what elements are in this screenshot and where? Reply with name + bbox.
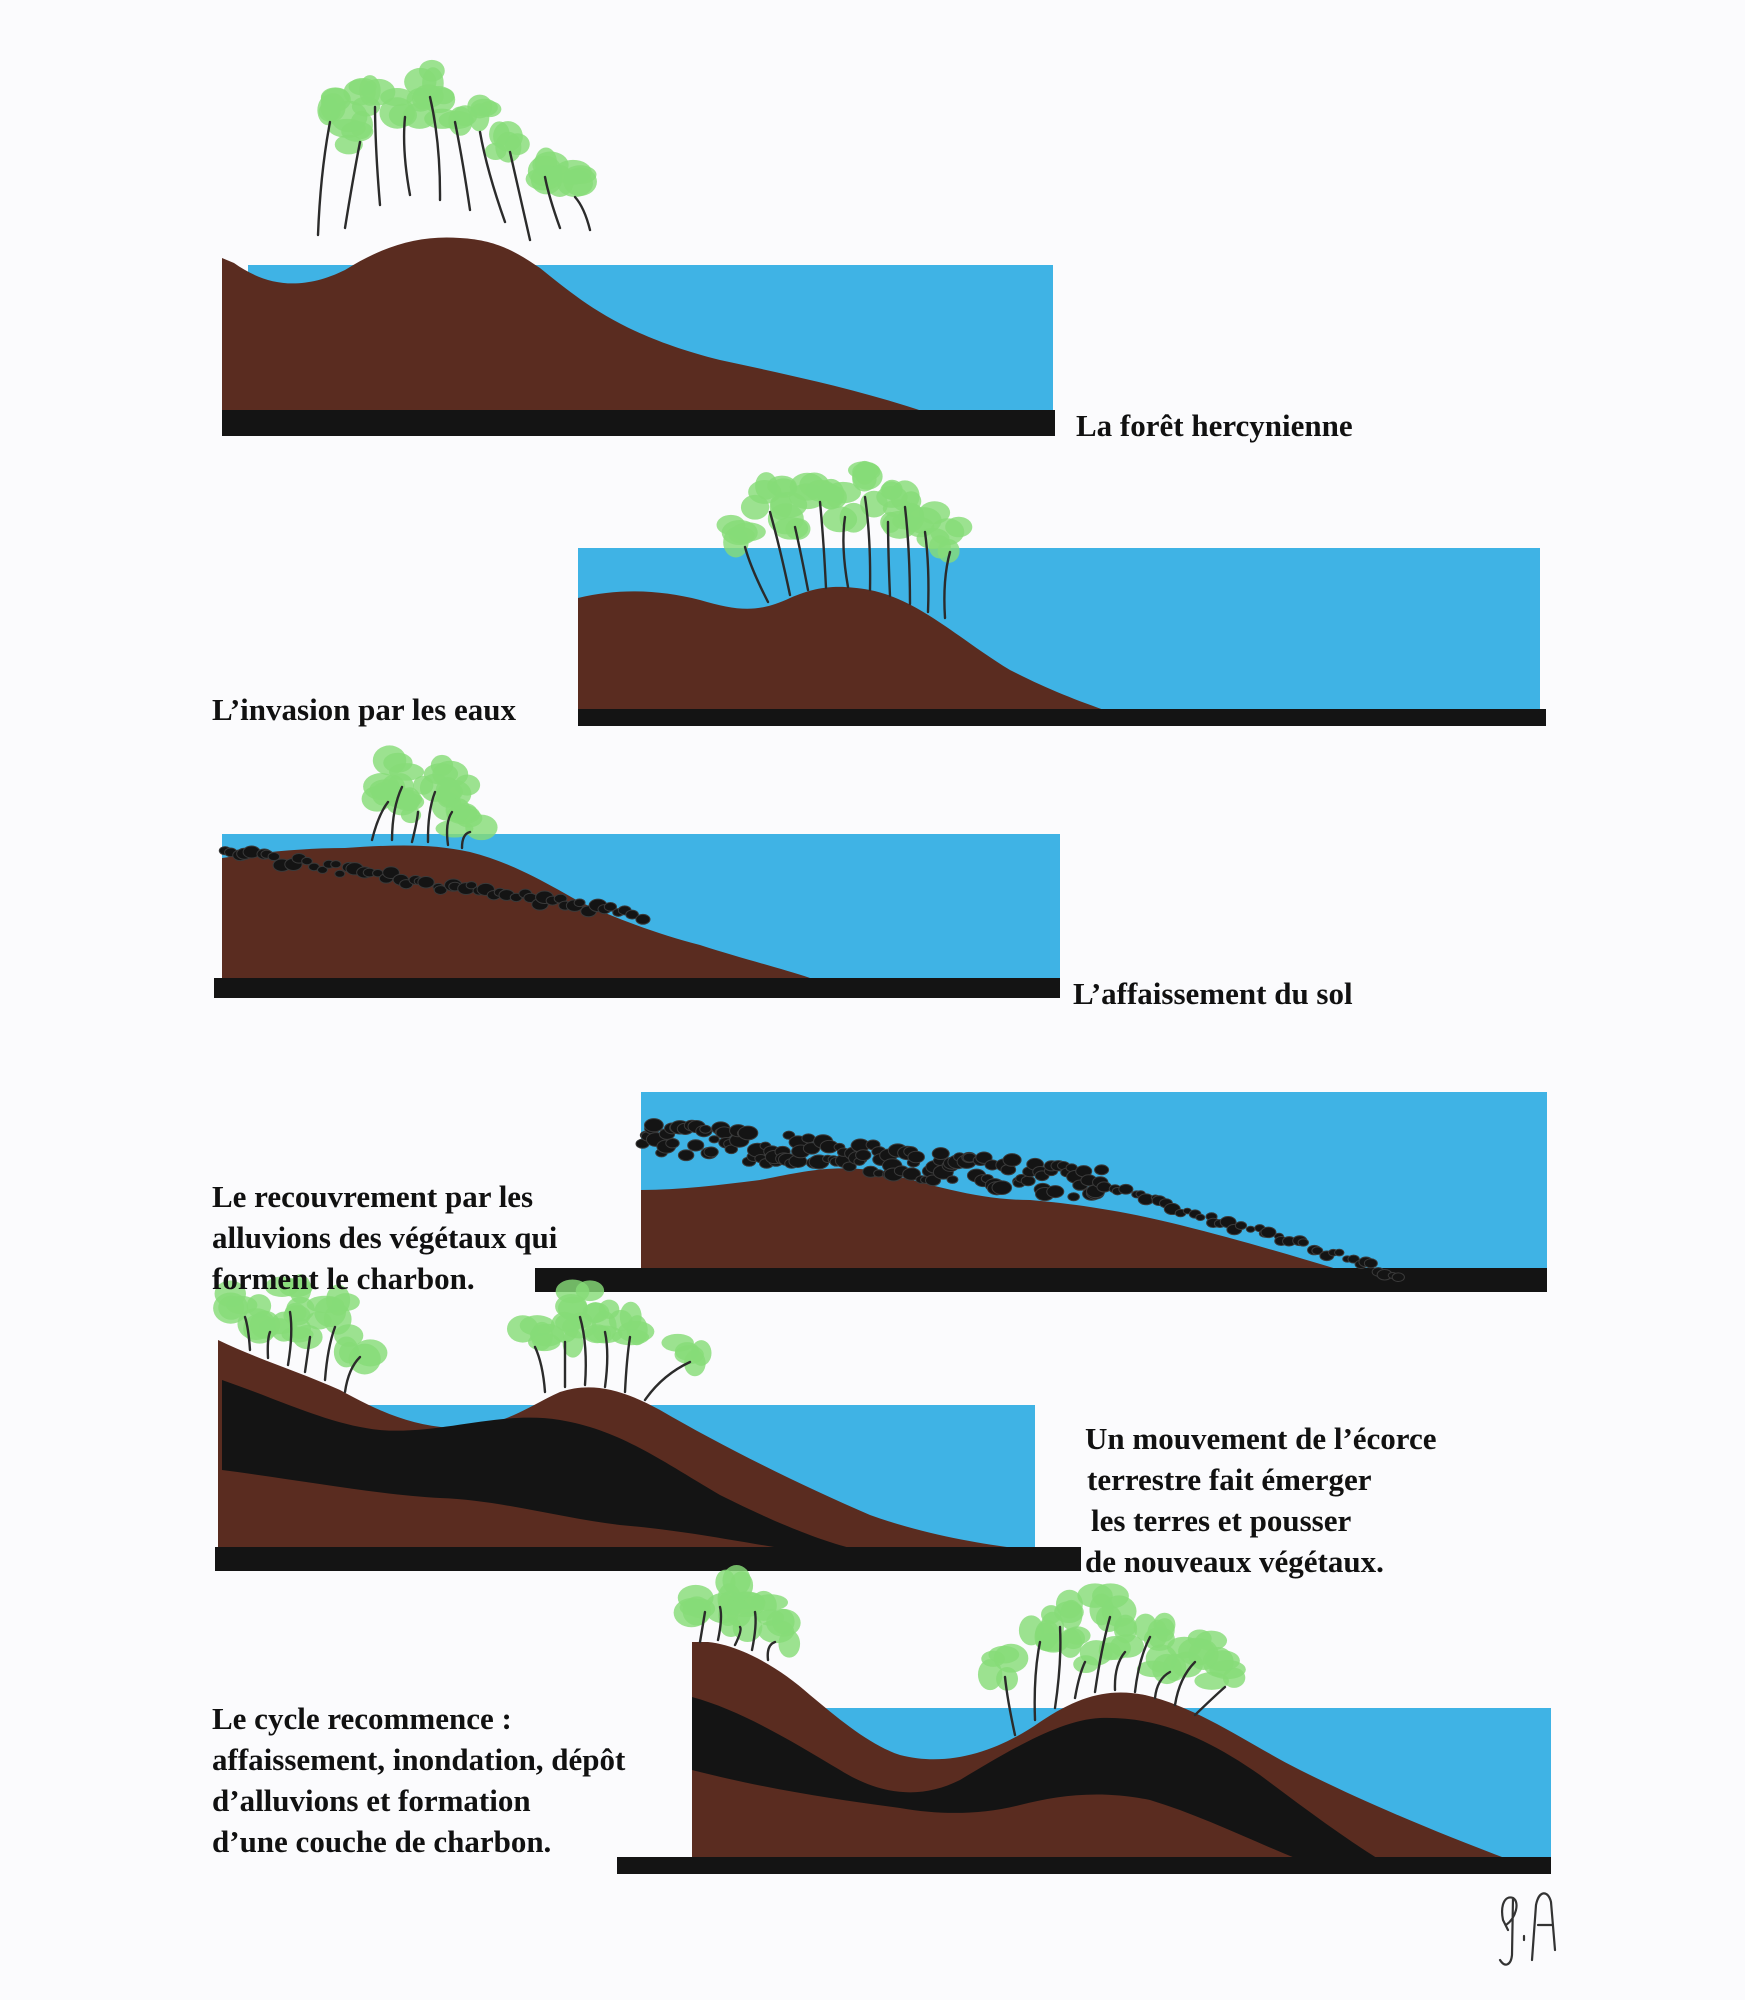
- caption-line: d’une couche de charbon.: [212, 1824, 552, 1859]
- tree-trunk: [645, 1362, 690, 1400]
- caption-cycle: [212, 1698, 625, 1862]
- caption-line: L’invasion par les eaux: [212, 692, 517, 727]
- leaf-blob: [283, 1305, 310, 1325]
- coal-pebble: [1235, 1222, 1246, 1230]
- caption-line: Le cycle recommence :: [212, 1701, 512, 1736]
- coal-pebble: [1021, 1176, 1035, 1186]
- bedrock-strip: [215, 1547, 1081, 1571]
- coal-pebble: [666, 1139, 679, 1148]
- caption-line: La forêt hercynienne: [1076, 408, 1353, 443]
- leaf-blob: [1062, 1628, 1085, 1649]
- caption-line: forment le charbon.: [212, 1261, 475, 1296]
- caption-line: L’affaissement du sol: [1073, 976, 1353, 1011]
- coal-pebble: [1246, 1226, 1255, 1232]
- tree-trunk: [375, 107, 380, 205]
- coal-pebble: [418, 877, 434, 888]
- coal-pebble: [688, 1140, 704, 1151]
- bedrock-strip: [617, 1857, 1551, 1874]
- leaf-blob: [1209, 1660, 1245, 1679]
- coal-pebble: [331, 861, 341, 868]
- coal-pebble: [1335, 1249, 1344, 1256]
- leaf-blob: [945, 517, 972, 538]
- foliage-group: [362, 745, 498, 840]
- coal-pebble: [1095, 1165, 1109, 1175]
- coal-pebble: [738, 1126, 758, 1140]
- leaf-blob: [564, 165, 596, 184]
- coal-pebble: [1196, 1214, 1205, 1220]
- leaf-blob: [730, 1571, 753, 1599]
- small-plants: [362, 745, 498, 848]
- coal-pebble: [1261, 1227, 1276, 1238]
- bedrock-strip: [578, 709, 1546, 726]
- tree-trunk: [605, 1332, 607, 1387]
- leaf-blob: [1041, 1605, 1061, 1624]
- coal-pebble: [1047, 1186, 1064, 1198]
- tree-trunk: [318, 122, 330, 235]
- leaf-blob: [661, 1334, 693, 1352]
- caption-subsidence: [1073, 973, 1353, 1014]
- caption-line: terrestre fait émerger: [1087, 1462, 1372, 1497]
- tree-trunk: [575, 197, 590, 230]
- tree-trunk: [768, 1642, 775, 1660]
- panel-1-forest: [222, 60, 1055, 436]
- coal-pebble: [1119, 1184, 1133, 1194]
- caption-line: de nouveaux végétaux.: [1085, 1544, 1384, 1579]
- leaf-blob: [555, 1294, 587, 1319]
- panel-6-cycle: [617, 1565, 1551, 1874]
- coal-pebble: [1364, 1259, 1377, 1268]
- coal-pebble: [678, 1150, 693, 1161]
- leaf-blob: [1147, 1620, 1167, 1648]
- artist-signature: [1500, 1893, 1555, 1964]
- leaf-blob: [373, 745, 406, 775]
- coal-pebble: [636, 914, 650, 924]
- leaf-blob: [848, 461, 879, 479]
- coal-pebble: [1298, 1239, 1308, 1246]
- coal-pebble: [1068, 1193, 1080, 1201]
- caption-line: alluvions des végétaux qui: [212, 1220, 558, 1255]
- panel-2-invasion: [578, 461, 1546, 726]
- leaf-blob: [757, 1609, 785, 1625]
- caption-line: Le recouvrement par les: [212, 1179, 534, 1214]
- leaf-blob: [916, 528, 949, 549]
- caption-line: Un mouvement de l’écorce: [1085, 1421, 1437, 1456]
- leaf-blob: [729, 527, 755, 543]
- coal-pebble: [947, 1176, 958, 1184]
- caption-uplift: [1085, 1418, 1437, 1582]
- tree-trunk: [404, 117, 410, 195]
- caption-line: affaissement, inondation, dépôt: [212, 1742, 626, 1777]
- tree-trunk: [535, 1347, 545, 1392]
- leaf-blob: [386, 788, 419, 815]
- bedrock-strip: [214, 978, 1060, 998]
- coal-pebble: [992, 1181, 1012, 1195]
- panel-3-subsidence: [214, 745, 1060, 998]
- leaf-blob: [691, 1340, 712, 1366]
- tree-trunk: [268, 1332, 270, 1358]
- caption-forest: [1076, 405, 1353, 446]
- tree-trunk: [325, 1327, 335, 1380]
- panel-4-burial: [535, 1092, 1547, 1292]
- coal-pebble: [644, 1119, 663, 1132]
- leaf-blob: [493, 121, 523, 151]
- leaf-blob: [433, 88, 454, 104]
- coal-pebble: [908, 1151, 925, 1163]
- coal-pebble: [802, 1134, 815, 1143]
- coal-pebble: [335, 870, 345, 877]
- caption-burial: [212, 1176, 557, 1299]
- coal-pebble: [709, 1136, 719, 1143]
- leaf-blob: [1060, 1600, 1082, 1630]
- bedrock-strip: [222, 410, 1055, 436]
- tree-trunk: [625, 1337, 630, 1392]
- tree-trunk: [345, 142, 360, 228]
- foliage-group: [978, 1583, 1246, 1690]
- leaf-blob: [343, 79, 375, 105]
- leaf-blob: [469, 103, 489, 131]
- leaf-blob: [727, 1599, 751, 1627]
- leaf-blob: [1114, 1615, 1137, 1644]
- caption-invasion: [212, 689, 516, 730]
- tree-trunk: [510, 152, 530, 240]
- coal-pebble: [1003, 1154, 1021, 1167]
- coal-pebble: [1392, 1273, 1404, 1282]
- coal-pebble: [704, 1147, 718, 1157]
- leaf-blob: [609, 1310, 633, 1331]
- caption-line: d’alluvions et formation: [212, 1783, 531, 1818]
- coal-pebble: [700, 1125, 711, 1133]
- coal-pebble: [856, 1150, 871, 1161]
- coal-pebble: [574, 899, 585, 907]
- leaf-blob: [880, 481, 901, 499]
- leaf-blob: [822, 506, 857, 532]
- caption-line: les terres et pousser: [1091, 1503, 1352, 1538]
- panel-5-uplift: [213, 1274, 1081, 1571]
- leaf-blob: [1073, 1655, 1098, 1673]
- leaf-blob: [826, 486, 847, 508]
- coal-pebble: [932, 1148, 949, 1160]
- forest-trees: [317, 60, 597, 240]
